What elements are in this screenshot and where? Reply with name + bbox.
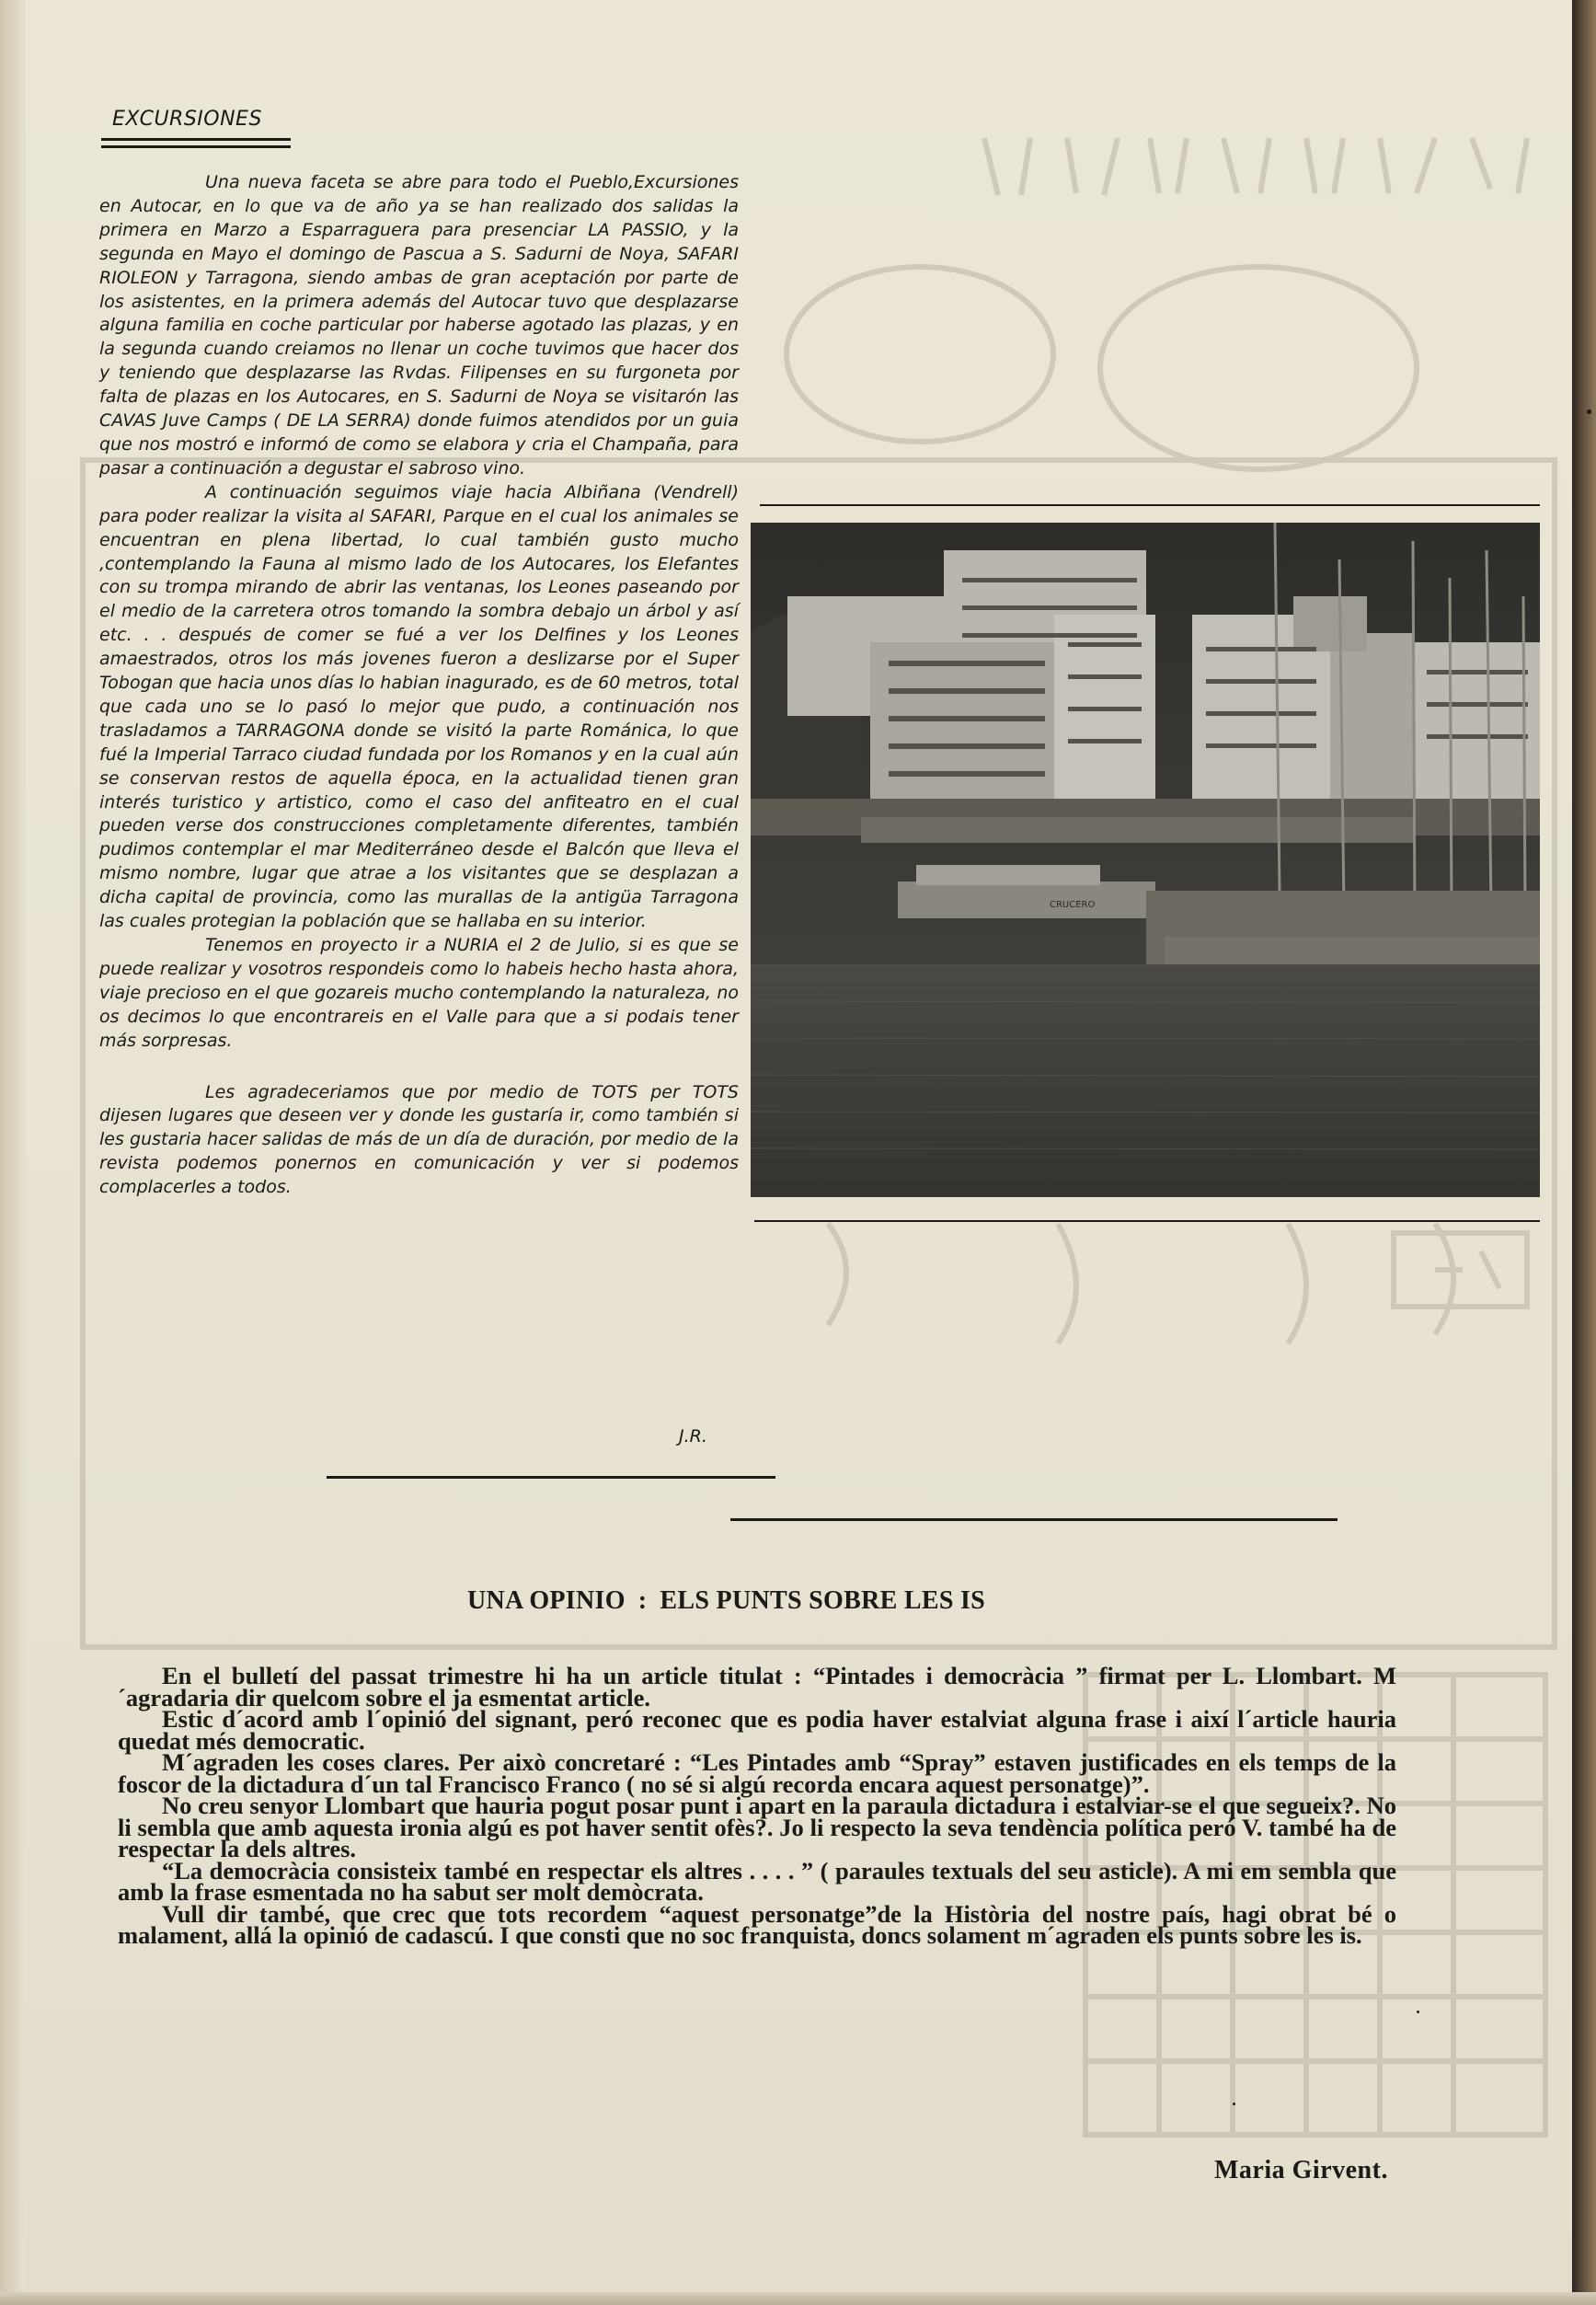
opinion-paragraph: En el bulletí del passat trimestre hi ha un article titulat : “Pintades i democràcia ” firmat per L. Llombart. M´agradaria dir quelcom sobre el ja esmentat article. xyxy=(118,1662,1396,1711)
opinion-paragraph: Estic d´acord amb l´opinió del signant, peró reconec que es podia haver estalviat alguna frase i així l´article hauria quedat més democratic. xyxy=(118,1705,1396,1755)
page-edge-right xyxy=(1572,0,1596,2305)
opinion-article xyxy=(118,1662,1396,1949)
excursion-article xyxy=(99,171,739,1200)
article-paragraph: Les agradeceriamos que por medio de TOTS per TOTS dijesen lugares que deseen ver y donde les gustaría ir, como también si les gustaria hacer salidas de más de un día de duración, por medio de la revista podemos ponernos en comunicación y ver si podemos complacerles a todos. xyxy=(99,1081,739,1198)
page-edge-bottom xyxy=(0,2292,1596,2305)
harbour-photo-drawing xyxy=(751,523,1540,1197)
section-title-excursiones: EXCURSIONES xyxy=(112,108,262,131)
opinion-title-label: UNA OPINIO xyxy=(467,1586,626,1615)
section-divider-left xyxy=(327,1476,775,1479)
ink-speck xyxy=(1417,2011,1419,2013)
page-edge-left xyxy=(0,0,26,2305)
opinion-paragraph: No creu senyor Llombart que hauria pogut posar punt i apart en la paraula dictadura i estalviar-se el que segueix?. No li sembla que amb aquesta ironia algú es pot haver sentit ofès?. Jo li respecto la seva tendència política peró V. també ha de respectar la dels altres. xyxy=(118,1792,1396,1862)
section-divider-right xyxy=(730,1518,1338,1521)
opinion-title xyxy=(467,1586,985,1616)
ink-speck xyxy=(1233,2103,1235,2105)
ink-speck xyxy=(1587,409,1591,414)
article-paragraph: Una nueva faceta se abre para todo el Pueblo,Excursiones en Autocar, en lo que va de año ya se han realizado dos salidas la primera en Marzo a Esparraguera para presenciar LA PASSIO, y la segunda en Mayo el domingo de Pascua a S. Sadurni de Noya, SAFARI RIOLEON y Tarragona, siendo ambas de gran aceptación por parte de los asistentes, en la primera además del Autocar tuvo que desplazarse alguna familia en coche particular por haberse agotado las plazas, y en la segunda cuando creiamos no llenar un coche tuvimos que hacer dos y teniendo que desplazarse las Rvdas. Filipenses en su furgoneta por falta de plazas en los Autocares, en S. Sadurni de Noya se visitarón las CAVAS Juve Camps ( DE LA SERRA) donde fuimos atendidos por un guia que nos mostró e informó de como se elabora y cria el Champaña, para pasar a continuación a degustar el sabroso vino. xyxy=(99,172,739,478)
opinion-title-heading: ELS PUNTS SOBRE LES IS xyxy=(660,1586,986,1615)
title-underline xyxy=(101,138,291,141)
opinion-paragraph: Vull dir també, que crec que tots recordem “aquest personatge”de la Història del nostre país, hagi obrat bé o malament, allá la opinió de cadascú. I que consti que no soc franquista, doncs solament m´agraden els punts sobre les is. xyxy=(118,1899,1396,1949)
article-paragraph: A continuación seguimos viaje hacia Albiñana (Vendrell) para poder realizar la visita al SAFARI, Parque en el cual los animales se encuentran en plena libertad, lo cual también gusto mucho ,contemplando la Fauna al mismo lado de los Autocares, los Elefantes con su trompa mirando de abrir las ventanas, los Leones paseando por el medio de la carretera otros tomando la sombra debajo un árbol y así etc. . . después de comer se fué a ver los Delfines y los Leones amaestrados, otros los más jovenes fueron a deslizarse por el Super Tobogan que hacia unos días lo habian inagurado, es de 60 metros, total que cada uno se lo pasó lo mejor que pudo, a continuación nos trasladamos a TARRAGONA donde se visitó la parte Románica, lo que fué la Imperial Tarraco ciudad fundada por los Romanos y en la cual aún se conservan restos de aquella época, en la actualidad tienen gran interés turistico y artistico, como el caso del anfiteatro en el cual pueden verse dos construcciones completamente diferentes, también pudimos contemplar el mar Mediterráneo desde el Balcón que lleva el mismo nombre, lugar que atrae a los visitantes que se desplazan a dicha capital de provincia, como las murallas de la antigüa Tarragona las cuales protegian la población que se hallaba en su interior. xyxy=(99,481,739,932)
opinion-paragraph: M´agraden les coses clares. Per això concretaré : “Les Pintades amb “Spray” estaven justificades en els temps de la foscor de la dictadura d´un tal Francisco Franco ( no sé si algú recorda encara aquest personatge)”. xyxy=(118,1748,1396,1798)
opinion-paragraph: “La democràcia consisteix també en respectar els altres . . . . ” ( paraules textuals del seu asticle). A mi em sembla que amb la frase esmentada no ha sabut ser molt demòcrata. xyxy=(118,1856,1396,1906)
boat-label: CRUCERO xyxy=(1050,900,1096,910)
opinion-author: Maria Girvent. xyxy=(1214,2156,1388,2184)
opinion-title-separator: : xyxy=(637,1586,648,1615)
article-paragraph: Tenemos en proyecto ir a NURIA el 2 de Julio, si es que se puede realizar y vosotros respondeis como lo habeis hecho hasta ahora, viaje precioso en el que gozareis mucho contemplando la naturaleza, no os decimos lo que encontrareis en el Valle para que a si podais tener más sorpresas. xyxy=(99,935,739,1051)
article-signature: J.R. xyxy=(679,1426,707,1446)
photo-top-rule xyxy=(760,504,1540,506)
title-underline-second xyxy=(101,145,291,148)
harbour-photo xyxy=(751,523,1540,1197)
photo-bottom-rule xyxy=(754,1220,1540,1222)
